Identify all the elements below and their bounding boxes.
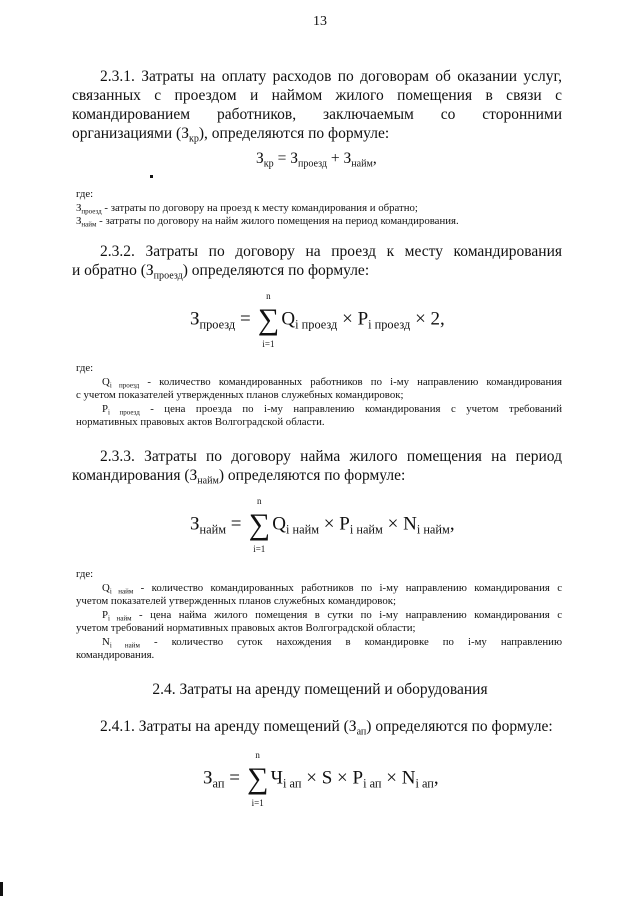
formula-operator: + [327, 150, 344, 167]
definitions-2-3-3 [76, 568, 562, 663]
sum-upper: n [255, 750, 260, 760]
subscript: i проезд [109, 380, 140, 389]
formula-symbol: Ч [270, 767, 284, 789]
sum-lower: i=1 [253, 544, 266, 554]
sum-upper: n [266, 291, 271, 301]
def-symbol: N [102, 635, 110, 648]
definition-line: учетом требований нормативных правовых актов Волгоградской области; [76, 622, 416, 634]
def-text: - цена проезда по i-му направлению командирования с учетом требований [139, 402, 562, 415]
formula-symbol: З [203, 767, 213, 789]
subscript: i найм [286, 522, 320, 537]
formula-symbol: З [343, 150, 352, 167]
scan-edge-mark [0, 882, 3, 896]
sigma-icon: ∑ [257, 303, 280, 336]
def-symbol: Q [102, 581, 110, 594]
subscript: найм [199, 522, 227, 537]
formula-zap [203, 750, 439, 808]
definition-line [76, 636, 562, 650]
formula-punct: , [433, 767, 439, 789]
subscript: i ап [415, 776, 434, 791]
paragraph-line: 2.3.3. Затраты по договору найма жилого помещения на период [100, 448, 562, 465]
formula-operator: × [306, 767, 317, 789]
formula-operator: × [337, 767, 348, 789]
def-text: - количество суток нахождения в командировке по i-му направлению [139, 635, 563, 648]
definitions-2-3-1 [76, 188, 566, 229]
paragraph-line: связанных с проездом и наймом жилого помещения в связи с [72, 87, 562, 104]
text-run: и обратно (З [72, 262, 154, 279]
paragraph-2-3-2 [72, 242, 562, 280]
formula-symbol: P [339, 513, 350, 535]
def-text: - количество командированных работников по i-му направлению командирования с [133, 581, 562, 594]
formula-punct: , [449, 513, 455, 535]
text-run: 2.4.1. Затраты на аренду помещений (З [100, 718, 357, 735]
formula-operator: = [239, 308, 251, 330]
text-run: ) определяются по формуле: [218, 467, 406, 484]
subscript: найм [81, 220, 97, 229]
formula-symbol: P [352, 767, 364, 789]
definition-line [76, 582, 562, 596]
subscript: i найм [416, 522, 450, 537]
sum-lower: i=1 [251, 798, 264, 808]
summation [246, 496, 272, 554]
paragraph-line: 2.3.2. Затраты по договору на проезд к месту командирования [100, 243, 562, 260]
paragraph-2-3-3 [72, 447, 562, 485]
definition-line: командирования. [76, 649, 155, 661]
sum-lower: i=1 [262, 339, 275, 349]
def-text: - цена найма жилого помещения в сутки по i-му направлению командирования с [131, 608, 563, 621]
def-text: - затраты по договору на найм жилого помещения на период командирования. [96, 215, 459, 227]
formula-symbol: S [321, 767, 333, 789]
page-number: 13 [313, 14, 327, 29]
where-label: где: [76, 362, 94, 374]
definition-line [76, 215, 566, 229]
paragraph-line: командированием работников, заключаемым со сторонними [72, 106, 562, 123]
def-symbol: P [102, 608, 109, 621]
definition-line: учетом показателей утвержденных планов служебных командировок; [76, 595, 396, 607]
subscript: i проезд [108, 407, 140, 416]
text-run: ) определяются по формуле: [366, 718, 553, 735]
subscript: найм [351, 158, 373, 170]
paragraph-line [72, 124, 562, 143]
def-symbol: З [76, 201, 82, 214]
paragraph-line [72, 261, 562, 280]
formula-symbol: З [190, 308, 200, 330]
def-symbol: P [102, 402, 109, 415]
subscript: i найм [109, 640, 140, 649]
formula-symbol: N [401, 767, 416, 789]
subscript: проезд [81, 206, 102, 215]
definitions-2-3-2 [76, 362, 562, 430]
definition-line: нормативных правовых актов Волгоградской области. [76, 416, 325, 428]
def-text: - затраты по договору на проезд к месту командирования и обратно; [101, 201, 418, 214]
definition-line: с учетом показателей утвержденных планов служебных командировок; [76, 389, 404, 401]
formula-symbol: Q [272, 513, 286, 535]
formula-symbol: З [256, 150, 264, 167]
where-label: где: [76, 188, 94, 200]
formula-symbol: З [290, 150, 298, 167]
paragraph-2-3-1 [72, 67, 562, 143]
text-run: организациями (З [72, 125, 189, 142]
paragraph-line [72, 466, 562, 485]
subscript: i ап [363, 776, 382, 791]
definition-line [76, 202, 566, 216]
stray-mark [150, 175, 153, 178]
formula-punct: , [372, 150, 377, 167]
summation [245, 750, 271, 808]
subscript: i проезд [295, 317, 338, 332]
definition-line [76, 403, 562, 417]
section-heading-2-4: 2.4. Затраты на аренду помещений и оборудования [152, 681, 488, 698]
subscript: кр [263, 158, 274, 170]
formula-operator: = [273, 150, 291, 167]
text-run: ) определяются по формуле: [182, 262, 370, 279]
subscript: ап [212, 776, 225, 791]
formula-operator: × 2, [415, 308, 445, 330]
formula-symbol: З [190, 513, 200, 535]
formula-operator: × [387, 513, 399, 535]
paragraph-2-4-1 [100, 717, 570, 736]
subscript: проезд [199, 317, 236, 332]
formula-operator: × [342, 308, 353, 330]
subscript: ап [356, 726, 367, 738]
summation [255, 291, 281, 349]
sigma-icon: ∑ [246, 762, 269, 795]
subscript: найм [197, 475, 219, 487]
text-run: командирования (З [72, 467, 198, 484]
paragraph-line: 2.3.1. Затраты на оплату расходов по договорам об оказании услуг, [100, 68, 562, 85]
formula-symbol: N [403, 513, 417, 535]
formula-symbol: Q [281, 308, 296, 330]
formula-operator: = [229, 767, 240, 789]
sigma-icon: ∑ [248, 508, 270, 541]
def-symbol: Q [102, 375, 110, 388]
formula-operator: = [230, 513, 242, 535]
where-label: где: [76, 568, 94, 580]
formula-zkr [256, 150, 377, 168]
subscript: проезд [297, 158, 328, 170]
formula-znaym [190, 496, 455, 554]
text-run: ), определяются по формуле: [198, 125, 390, 142]
formula-zproezd [190, 291, 445, 349]
formula-operator: × [323, 513, 335, 535]
subscript: проезд [153, 270, 183, 282]
formula-operator: × [386, 767, 397, 789]
def-text: - количество командированных работников по i-му направлению командирования [139, 375, 562, 388]
definition-line [76, 609, 562, 623]
subscript: i найм [108, 613, 132, 622]
sum-upper: n [257, 496, 262, 506]
definition-line [76, 376, 562, 390]
def-symbol: З [76, 215, 82, 227]
subscript: i найм [109, 586, 134, 595]
subscript: i проезд [368, 317, 411, 332]
formula-symbol: P [357, 308, 369, 330]
subscript: i найм [349, 522, 383, 537]
subscript: кр [188, 133, 199, 145]
subscript: i ап [283, 776, 302, 791]
